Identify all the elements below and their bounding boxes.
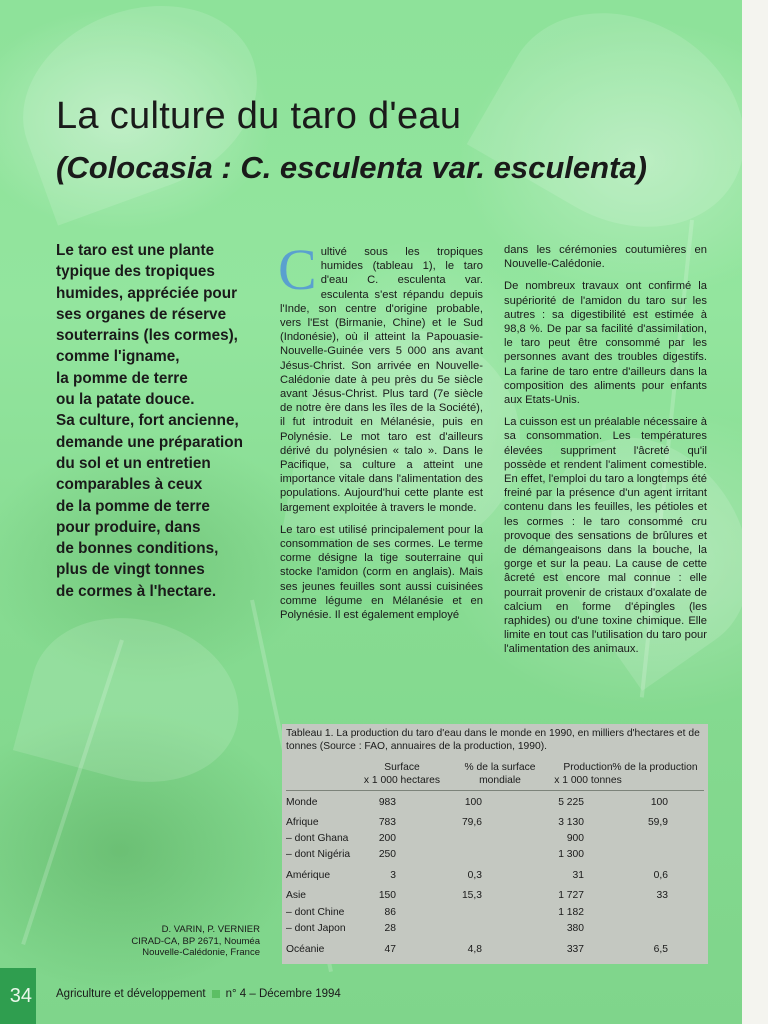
journal-name: Agriculture et développement (56, 988, 206, 1000)
body-paragraph: dans les cérémonies coutumières en Nouvelle-Calédonie. (504, 244, 707, 271)
row-label: Asie (286, 890, 307, 901)
author-names: D. VARIN, P. VERNIER (161, 924, 260, 935)
drop-cap: C (278, 237, 317, 302)
lead-line: ses organes de réserve (56, 305, 227, 323)
cell-surface: 783 (378, 817, 396, 828)
background-leaf (13, 596, 257, 805)
body-paragraph: Le taro est utilisé principalement pour la consommation de ses cormes. Le terme corme désigne la tige souterraine qui stocke l'amidon (corm en anglais). Mais ses jeunes feuilles sont aussi cuisinées comme légume en Mélanésie et en Polynésie. Il est également employé (280, 523, 483, 622)
cell-production: 337 (566, 944, 584, 955)
table-caption: Tableau 1. La production du taro d'eau dans le monde en 1990, en milliers d'hectares et de tonnes (Source : FAO, annuaires de la production, 1990). (286, 728, 700, 752)
cell-pct-production: 0,6 (653, 870, 668, 881)
table-row (282, 907, 708, 921)
lead-paragraph (56, 240, 271, 602)
row-label: Afrique (286, 817, 319, 828)
body-paragraph: De nombreux travaux ont confirmé la supériorité de l'amidon du taro sur les autres : sa digestibilité est estimée à 98,8 %. De par sa facilité d'assimilation, le taro peut être consommé par les personnes avant des troubles digestifs. La farine de taro entre d'ailleurs dans la composition des aliments pour enfants aux Etats-Unis. (504, 280, 707, 407)
lead-line: du sol et un entretien (56, 454, 211, 472)
row-label: Monde (286, 797, 318, 808)
table-row (282, 870, 708, 884)
lead-line: pour produire, dans (56, 518, 201, 536)
row-label: – dont Japon (286, 923, 346, 934)
header-surface: Surface x 1 000 hectares (363, 762, 441, 786)
cell-production: 3 130 (558, 817, 584, 828)
lead-line: Sa culture, fort ancienne, (56, 412, 239, 430)
row-label: – dont Chine (286, 907, 345, 918)
lead-line: humides, appréciée pour (56, 284, 238, 302)
cell-surface: 983 (378, 797, 396, 808)
cell-surface: 200 (378, 833, 396, 844)
lead-line: la pomme de terre (56, 369, 188, 387)
article-subtitle: (Colocasia : C. esculenta var. esculenta) (56, 150, 647, 185)
author-country: Nouvelle-Calédonie, France (142, 947, 260, 958)
row-label: Amérique (286, 870, 331, 881)
row-label: – dont Nigéria (286, 849, 351, 860)
cell-surface: 250 (378, 849, 396, 860)
table-header (602, 762, 708, 775)
lead-line: comparables à ceux (56, 476, 203, 494)
table-rule (286, 790, 704, 791)
body-paragraph (278, 237, 483, 515)
production-table (282, 724, 708, 964)
table-header (352, 762, 452, 787)
cell-production: 1 182 (558, 907, 584, 918)
table-header (450, 762, 550, 787)
cell-production: 900 (566, 833, 584, 844)
header-pct-production: % de la production (612, 762, 698, 773)
footer-line (56, 988, 341, 1000)
cell-surface: 3 (390, 870, 396, 881)
background-leaf (467, 0, 768, 269)
lead-line: demande une préparation (56, 433, 243, 451)
table-row (282, 923, 708, 937)
cell-pct-production: 33 (656, 890, 668, 901)
cell-pct-production: 100 (650, 797, 668, 808)
table-row (282, 797, 708, 811)
lead-line: typique des tropiques (56, 263, 215, 281)
table-row (282, 890, 708, 904)
body-column-middle (278, 237, 483, 630)
lead-line: plus de vingt tonnes (56, 561, 205, 579)
cell-production: 31 (572, 870, 584, 881)
lead-line: comme l'igname, (56, 348, 180, 366)
lead-line: de cormes à l'hectare. (56, 582, 217, 600)
cell-pct-production: 59,9 (647, 817, 668, 828)
header-pct-surface: % de la surface mondiale (464, 762, 536, 786)
paragraph-text: ultivé sous les tropiques humides (tableau 1), le taro d'eau C. esculenta var. esculenta s'est répandu depuis l'Inde, son centre d'origine probable, vers l'Est (Birmanie, Chine) et le Sud (Indonésie), où il atteint la Papouasie-Nouvelle-Guinée vers 5 000 ans avant Jésus-Christ. Son arrivée en Nouvelle-Calédonie date à peu près du 5e siècle avant Jésus-Christ. Plus tard (7e siècle de notre ère dans les îles de la Société), il fut introduit en Mélanésie, puis en Polynésie. Le mot taro est d'ailleurs dérivé du polynésien « talo ». Dans le Pacifique, sa culture a atteint une importance vitale dans l'alimentation des populations. Aujourd'hui cette plante est largement exploitée à travers le monde. (280, 246, 483, 514)
page-edge (742, 0, 768, 1024)
lead-line: souterrains (les cormes), (56, 327, 238, 345)
table-row (282, 817, 708, 831)
cell-production: 1 300 (558, 849, 584, 860)
body-paragraph: La cuisson est un préalable nécessaire à sa consommation. Les températures élevées suppriment l'âcreté qu'il possède et rendent l'aliment comestible. En effet, l'emploi du taro a longtemps été freiné par la présence d'un agent irritant contenu dans les feuilles, les pétioles et les cormes : le taro consommé cru provoque des sensations de brûlures et de démangeaisons dans la bouche, la gorge et sur la peau. La cause de cette âcreté est encore mal connue : elle pourrait provenir de cristaux d'oxalate de calcium en forme d'épingles (les raphides) ou d'une toxine chimique. Elle limite en tout cas l'utilisation du taro pour l'alimentation des animaux. (504, 416, 707, 656)
cell-surface: 47 (384, 944, 396, 955)
cell-surface: 86 (384, 907, 396, 918)
body-column-right (504, 243, 707, 665)
cell-production: 5 225 (558, 797, 584, 808)
header-production: Production x 1 000 tonnes (554, 762, 622, 786)
lead-line: Le taro est une plante (56, 242, 215, 259)
cell-pct-surface: 4,8 (467, 944, 482, 955)
cell-pct-surface: 0,3 (467, 870, 482, 881)
cell-pct-surface: 79,6 (461, 817, 482, 828)
cell-production: 1 727 (558, 890, 584, 901)
page-footer (0, 968, 742, 1024)
author-address: CIRAD-CA, BP 2671, Nouméa (131, 935, 260, 947)
cell-surface: 150 (378, 890, 396, 901)
page-number: 34 (0, 968, 36, 1024)
lead-line: ou la patate douce. (56, 391, 195, 409)
cell-surface: 28 (384, 923, 396, 934)
table-row (282, 833, 708, 847)
cell-pct-surface: 100 (464, 797, 482, 808)
table-row (282, 944, 708, 958)
issue-info: n° 4 – Décembre 1994 (225, 988, 341, 1000)
square-bullet-icon (212, 990, 220, 998)
author-credit (131, 924, 260, 959)
lead-line: de bonnes conditions, (56, 540, 219, 558)
article-title: La culture du taro d'eau (56, 95, 462, 137)
row-label: – dont Ghana (286, 833, 349, 844)
cell-pct-surface: 15,3 (461, 890, 482, 901)
table-row (282, 849, 708, 863)
lead-line: de la pomme de terre (56, 497, 210, 515)
row-label: Océanie (286, 944, 325, 955)
cell-production: 380 (566, 923, 584, 934)
cell-pct-production: 6,5 (653, 944, 668, 955)
